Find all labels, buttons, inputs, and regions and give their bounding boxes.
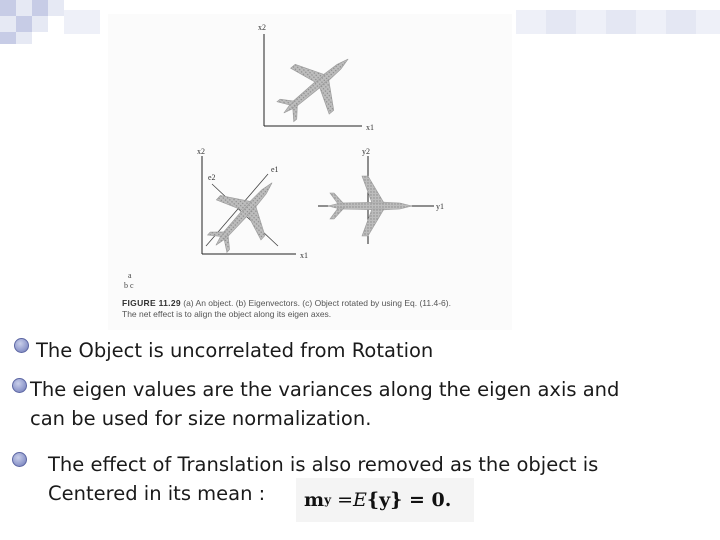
figure-drawing [108,14,512,330]
bullet-icon [12,452,27,467]
bullet-3-line-2: Centered in its mean : [48,482,266,505]
axis-label-x1-a: x1 [366,123,374,132]
panel-index-a: a [128,271,132,280]
formula-equals: = [337,489,354,511]
bullet-2 [30,375,619,433]
bullet-3-line-1: The effect of Translation is also removed as the object is [48,453,599,476]
square-pattern-left [0,0,100,44]
bullet-1 [36,336,433,365]
axis-label-x2-b: x2 [197,147,205,156]
square-pattern-right [516,10,720,34]
caption-line-1: (a) An object. (b) Eigenvectors. (c) Object rotated by using Eq. (11.4-6). [183,298,451,308]
axis-label-e1: e1 [271,165,279,174]
caption-label: FIGURE 11.29 [122,298,181,308]
bullet-1-text: The Object is uncorrelated from Rotation [36,339,434,362]
panel-b-eigenvectors [194,147,308,265]
panel-index-bc: b c [124,281,134,290]
formula-argument: {y} [366,489,403,511]
formula-subscript: y [324,493,332,507]
panel-c-rotated [318,147,444,244]
bullet-2-line-1: The eigen values are the variances along the eigen axis and [30,378,620,401]
formula-expectation: E [353,489,367,511]
axis-label-x2-a: x2 [258,23,266,32]
axis-label-x1-b: x1 [300,251,308,260]
bullet-2-line-2: can be used for size normalization. [30,407,372,430]
axis-label-y1: y1 [436,202,444,211]
figure-caption [122,298,510,320]
axis-label-e2: e2 [208,173,216,182]
formula-result: = 0. [402,489,452,511]
panel-a-object [258,23,374,136]
bullet-icon [14,338,29,353]
caption-line-2: The net effect is to align the object along its eigen axes. [122,309,332,319]
mean-formula [296,478,474,522]
formula-m: m [304,489,325,511]
axis-label-y2: y2 [362,147,370,156]
figure-11-29 [108,14,512,330]
bullet-icon [12,378,27,393]
